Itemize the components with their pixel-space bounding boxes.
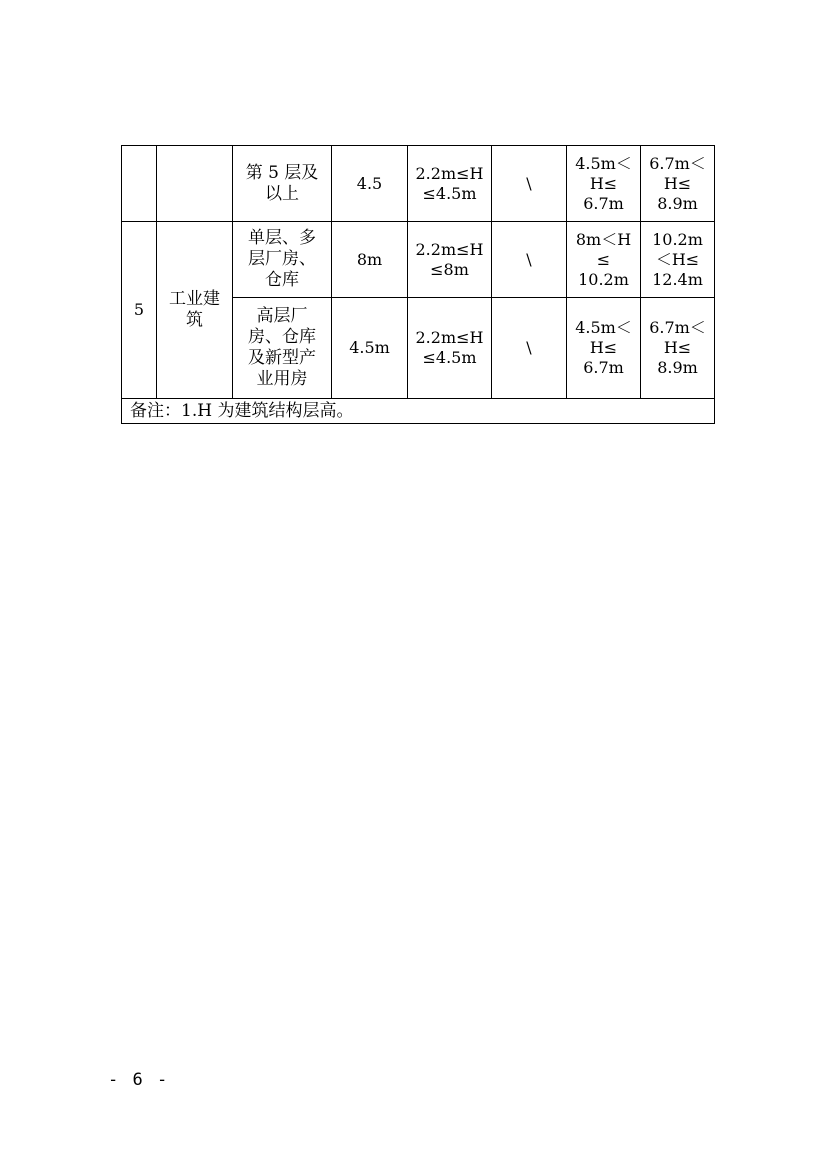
range2-value: \ xyxy=(526,249,532,269)
range3-cell xyxy=(567,298,641,399)
category-cell xyxy=(157,222,233,399)
type-label: 第 5 层及 以上 xyxy=(245,162,319,204)
range2-cell xyxy=(492,222,567,298)
range4-value: 6.7m＜ H≤ 8.9m xyxy=(649,153,706,213)
note-row xyxy=(122,399,715,424)
page-number: - 6 - xyxy=(108,1070,170,1090)
range2-cell xyxy=(492,298,567,399)
height-limit-cell xyxy=(332,222,408,298)
range4-cell xyxy=(641,146,715,222)
type-label: 高层厂 房、仓库 及新型产 业用房 xyxy=(248,306,316,389)
range1-value: 2.2m≤H ≤4.5m xyxy=(415,163,484,203)
category-label: 工业建 筑 xyxy=(169,289,220,330)
range3-cell xyxy=(567,146,641,222)
range1-cell xyxy=(408,298,492,399)
row-number: 5 xyxy=(133,300,145,319)
height-limit-cell xyxy=(332,298,408,399)
range2-value: \ xyxy=(526,338,532,357)
category-cell xyxy=(157,146,233,222)
range4-value: 6.7m＜ H≤ 8.9m xyxy=(649,318,706,377)
height-limit-cell xyxy=(332,146,408,222)
type-cell xyxy=(233,222,332,298)
table-row xyxy=(122,222,715,298)
row-number-cell xyxy=(122,222,157,399)
range3-value: 4.5m＜ H≤ 6.7m xyxy=(575,153,632,213)
range2-value: \ xyxy=(526,173,532,193)
table-row xyxy=(122,146,715,222)
row-number-cell xyxy=(122,146,157,222)
range1-value: 2.2m≤H ≤4.5m xyxy=(415,328,484,367)
range3-value: 8m＜H ≤ 10.2m xyxy=(575,229,632,289)
height-limit-value: 8m xyxy=(356,249,383,269)
note-cell xyxy=(122,399,715,424)
type-cell xyxy=(233,298,332,399)
height-limit-value: 4.5m xyxy=(349,338,390,357)
type-cell xyxy=(233,146,332,222)
range1-value: 2.2m≤H ≤8m xyxy=(415,239,484,279)
range4-value: 10.2m ＜H≤ 12.4m xyxy=(652,229,703,289)
height-limit-value: 4.5 xyxy=(356,173,383,193)
table-note: 备注：1.H 为建筑结构层高。 xyxy=(130,401,354,421)
building-height-table xyxy=(121,145,715,424)
range3-value: 4.5m＜ H≤ 6.7m xyxy=(575,318,632,377)
range4-cell xyxy=(641,298,715,399)
range4-cell xyxy=(641,222,715,298)
type-label: 单层、多 层厂房、 仓库 xyxy=(248,228,316,290)
range3-cell xyxy=(567,222,641,298)
range2-cell xyxy=(492,146,567,222)
range1-cell xyxy=(408,222,492,298)
range1-cell xyxy=(408,146,492,222)
